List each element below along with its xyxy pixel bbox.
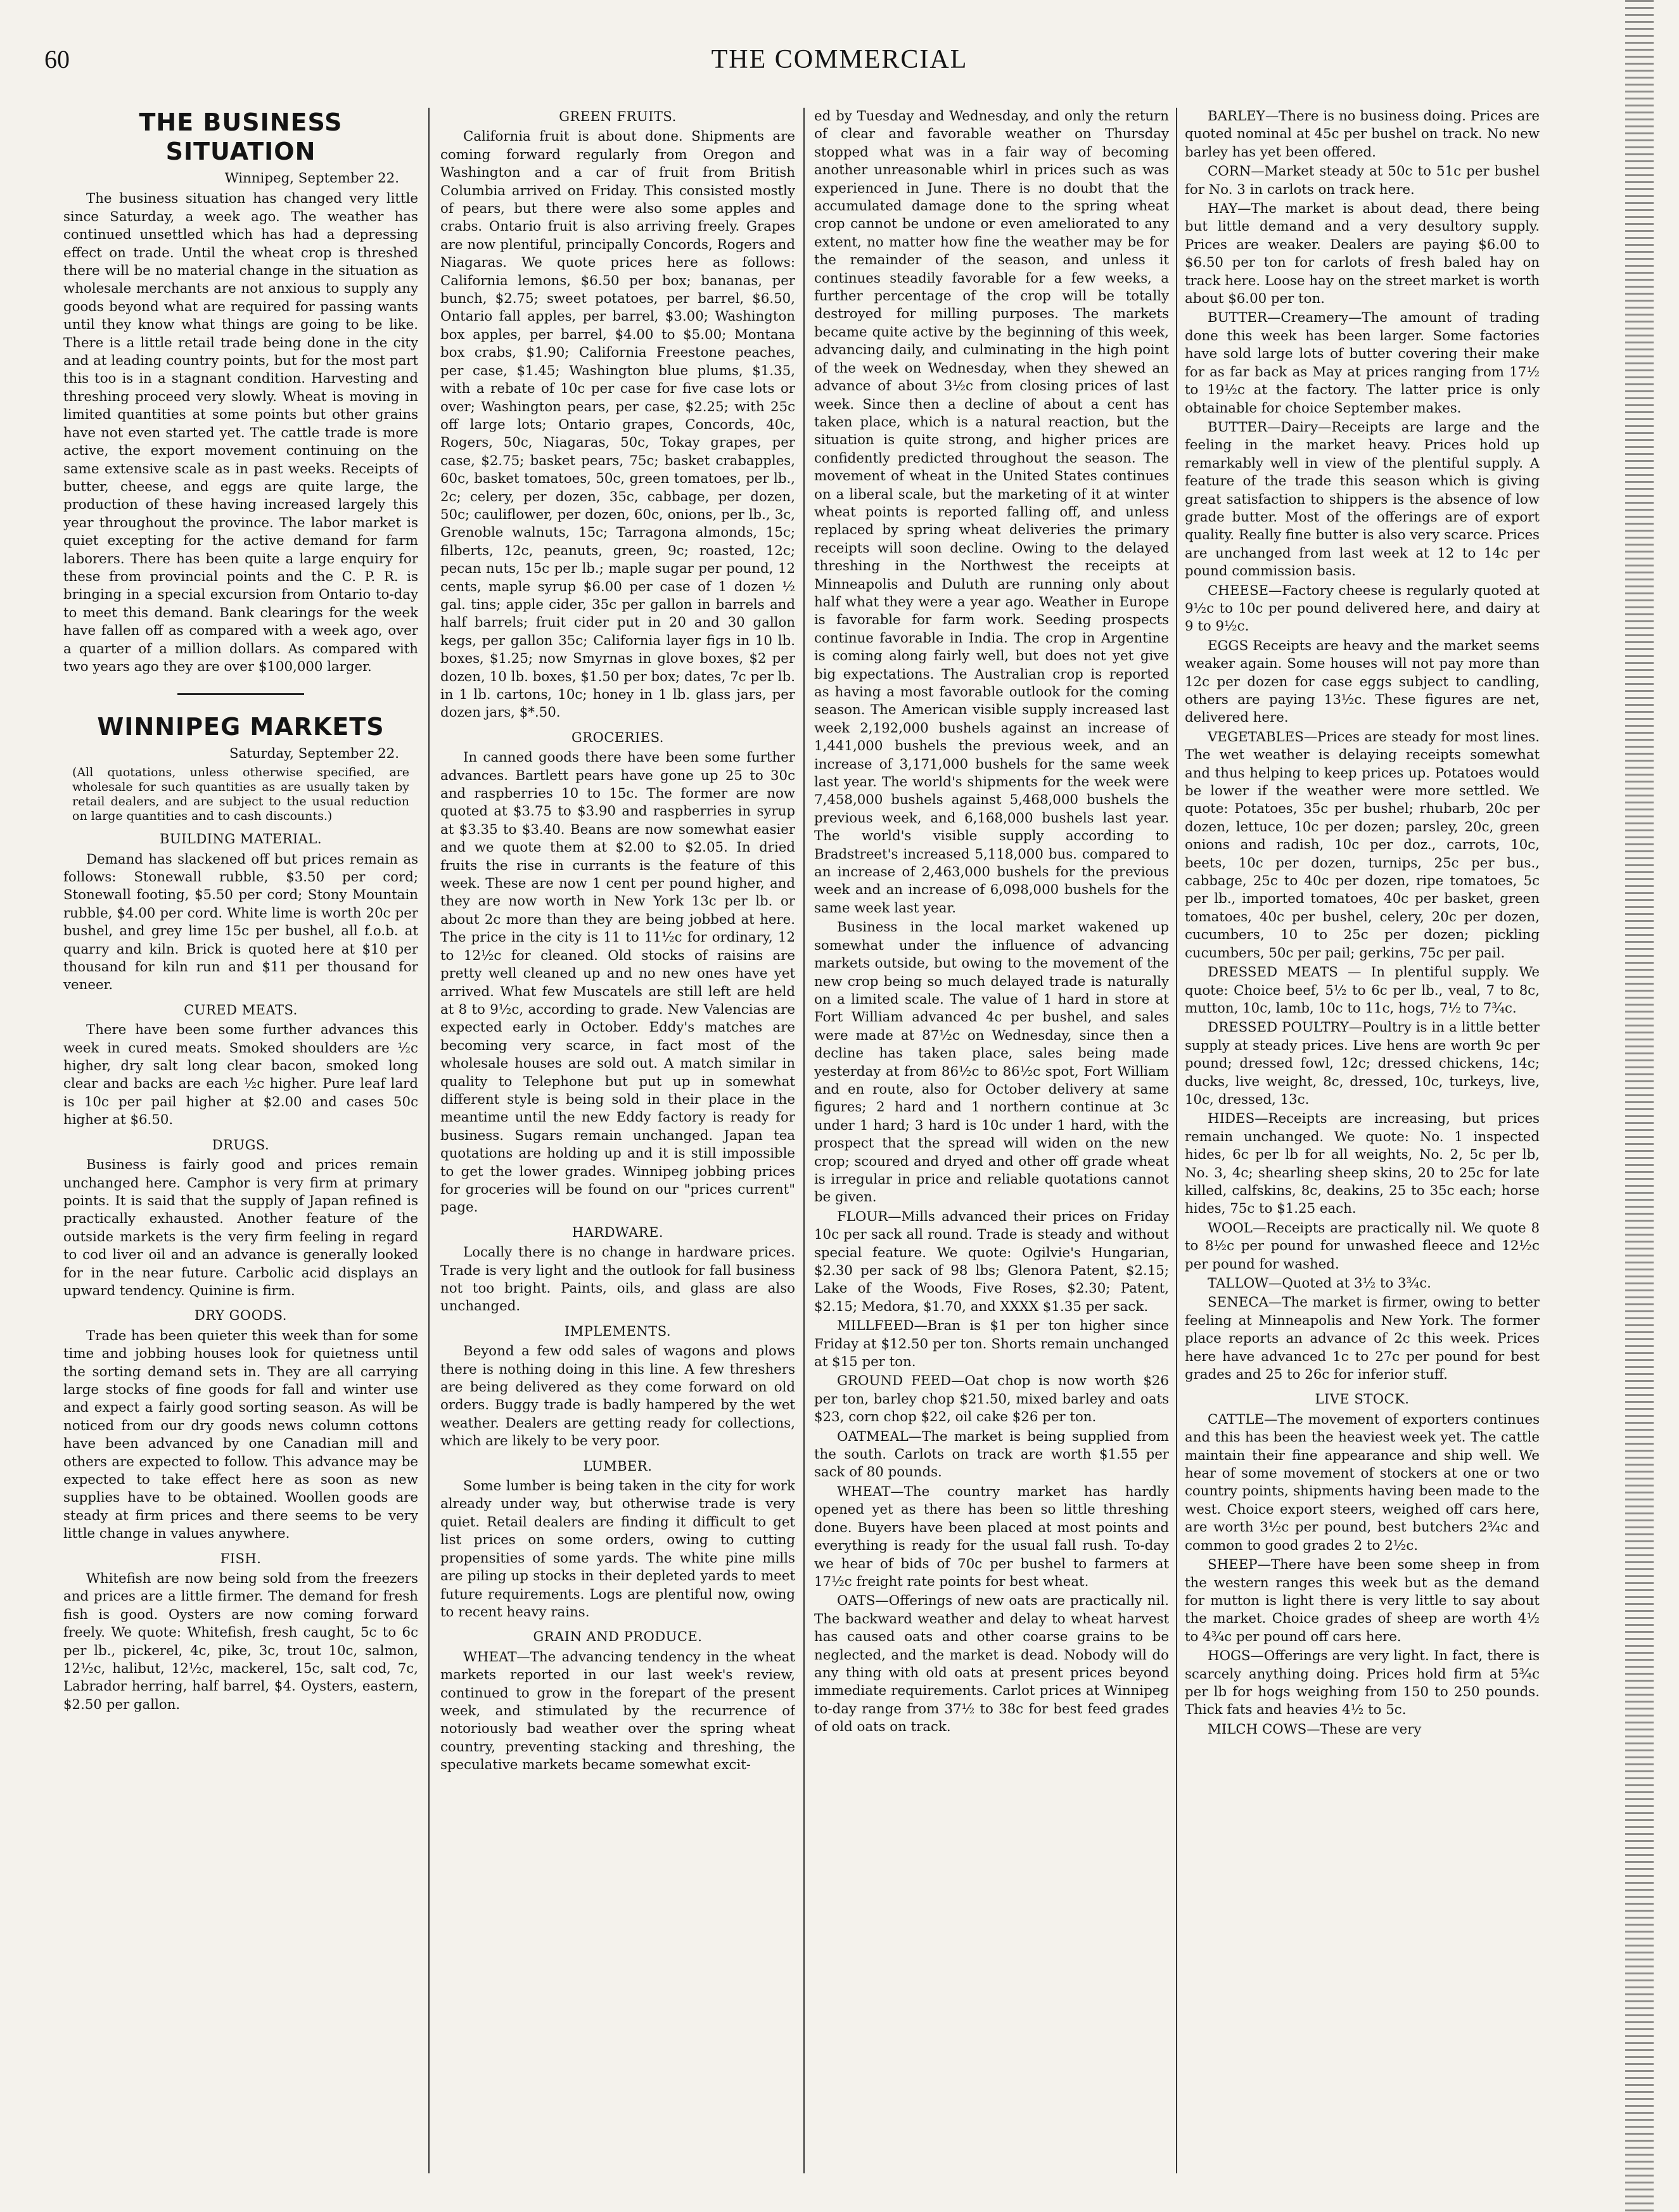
section-body: Whitefish are now being sold from the freezers and prices are a little firmer. The demand for fresh fish is good. Oysters are now coming forward freely. We quote: Whitefish, fresh caught, 5c to 6c per lb., pickerel, 4c, pike, 3c, trout 10c, salmon, 12½c, halibut, 12½c, mackerel, 15c, salt cod, 7c, Labrador herring, half barrel, $4. Oysters, eastern, $2.50 per gallon.	[63, 1571, 418, 1713]
market-paragraph: SENECA—The market is firmer, owing to better feeling at Minneapolis and New York. The former place reports an advance of 2c this week. Prices here have advanced 1c to 27c per pound for best grades and 25 to 26c for inferior stuff.	[1185, 1295, 1540, 1383]
column-4	[1185, 108, 1540, 2180]
market-paragraph: CHEESE—Factory cheese is regularly quoted at 9½c to 10c per pound delivered here, and dairy at 9 to 9½c.	[1185, 582, 1540, 635]
section-body: Beyond a few odd sales of wagons and plows there is nothing doing in this line. A few threshers are being delivered as they come forward on old orders. Buggy trade is badly hampered by the wet weather. Dealers are getting ready for collections, which are likely to be very poor.	[440, 1343, 795, 1450]
market-paragraph: DRESSED POULTRY—Poultry is in a little better supply at steady prices. Live hens are worth 9c per pound; dressed fowl, 12c; dressed chickens, 14c; ducks, live weight, 8c, dressed, 10c, turkeys, live, 10c, dressed, 13c.	[1185, 1020, 1540, 1108]
market-paragraph: CORN—Market steady at 50c to 51c per bushel for No. 3 in carlots on track here.	[1185, 163, 1540, 198]
section-body: California fruit is about done. Shipments are coming forward regularly from Oregon and Washington and a car of fruit from British Columbia arrived on Friday. This consisted mostly of pears, but there were also some apples and crabs. Ontario fruit is also arriving freely. Grapes are now plentiful, principally Concords, Rogers and Niagaras. We quote prices here as follows: California lemons, $6.50 per box; bananas, per bunch, $2.75; sweet potatoes, per barrel, $6.50, Ontario fall apples, per barrel, $3.00; Washington box apples, per barrel, $4.00 to $5.00; Montana box crabs, $1.90; California Freestone peaches, per case, $1.45; Washington blue plums, $1.35, with a rebate of 10c per case for five case lots or over; Washington pears, per case, $2.25; with 25c off large lots; Ontario grapes, Concords, 40c, Rogers, 50c, Niagaras, 50c, Tokay grapes, per case, $2.75; basket pears, 75c; basket crabapples, 60c, basket tomatoes, 50c, green tomatoes, per lb., 2c; celery, per dozen, 35c, cabbage, per dozen, 50c; cauliflower, per dozen, 60c, onions, per lb., 3c, Grenoble walnuts, 15c; Tarragona almonds, 15c; filberts, 12c, peanuts, green, 9c; roasted, 12c; pecan nuts, 15c per lb.; maple sugar per pound, 12 cents, maple syrup $6.00 per case of 1 dozen ½ gal. tins; apple cider, 35c per gallon in barrels and half barrels; fruit cider put in 20 and 30 gallon kegs, per gallon 35c; California layer figs in 10 lb. boxes, $1.25; now Smyrnas in glove boxes, $2 per dozen, 10 lb. boxes, $1.50 per box; dates, 7c per lb. in 1 lb. cartons, 10c; honey in 1 lb. glass jars, per dozen jars, $*.50.	[440, 129, 795, 721]
section-heading: GROCERIES.	[571, 729, 664, 745]
market-paragraph: SHEEP—There have been some sheep in from the western ranges this week but as the demand for mutton is light there is very little to say about the market. Choice grades of sheep are worth 4½ to 4¾c per pound off cars here.	[1185, 1557, 1540, 1645]
journal-title: THE COMMERCIAL	[711, 45, 968, 74]
ornament-divider	[63, 685, 418, 703]
column-3	[814, 108, 1169, 2180]
market-paragraph: VEGETABLES—Prices are steady for most lines. The wet weather is delaying receipts somewhat and thus helping to keep prices up. Potatoes would be lower if the weather were more settled. We quote: Potatoes, 35c per bushel; rhubarb, 20c per dozen, lettuce, 10c per dozen; parsley, 20c, green onions and radish, 10c per doz., carrots, 10c, beets, 10c per dozen, turnips, 25c per bus., cabbage, 25c to 40c per dozen, ripe tomatoes, 5c per lb., imported tomatoes, 40c per basket, green tomatoes, 40c per bushel, celery, 20c per dozen, cucumbers, 10 to 25c per dozen; pickling cucumbers, 50c per pail; gerkins, 75c per pail.	[1185, 729, 1540, 961]
column-rule	[803, 108, 805, 2173]
column-rule	[1176, 108, 1177, 2173]
market-paragraph: CATTLE—The movement of exporters continues and this has been the heaviest week yet. The cattle maintain their fine appearance and ship well. We hear of some movement of stockers at one or two country points, shipments having been made to the west. Choice export steers, weighed off cars here, are worth 3½c per pound, best butchers 2¾c and common to good grades 2 to 2½c.	[1185, 1411, 1540, 1554]
market-paragraph: HAY—The market is about dead, there being but little demand and a very desultory supply. Prices are weaker. Dealers are paying $6.00 to $6.50 per ton for carlots of fresh baled hay on track here. Loose hay on the street market is worth about $6.00 per ton.	[1185, 201, 1540, 307]
article-body: The business situation has changed very little since Saturday, a week ago. The weather has continued unsettled which has had a depressing effect on trade. Until the wheat crop is threshed there will be no material change in the situation as wholesale merchants are not anxious to supply any goods beyond what are required for passing wants until they know what things are going to be like. There is a little retail trade being done in the city and at leading country points, but for the most part this too is in a stagnant condition. Harvesting and threshing proceed very slowly. Wheat is moving in limited quantities at some points but other grains have not even started yet. The cattle trade is more active, the export movement continuing on the same extensive scale as in past weeks. Receipts of butter, cheese, and eggs are quite large, the production of these having increased largely this year throughout the province. The labor market is quiet excepting for the active demand for farm laborers. There has been quite a large enquiry for these from provincial points and the C. P. R. is bringing in a special excursion from Ontario to-day to meet this demand. Bank clearings for the week have fallen off as compared with a week ago, over a quarter of a million dollars. As compared with two years ago they are over $100,000 larger.	[63, 191, 418, 675]
section-body: Business is fairly good and prices remain unchanged here. Camphor is very firm at primary points. It is said that the supply of Japan refined is practically exhausted. Another feature of the outside markets is the very firm feeling in regard to cod liver oil and an advance is generally looked for in the near future. Carbolic acid displays an upward tendency. Quinine is firm.	[63, 1157, 418, 1299]
market-paragraph: HOGS—Offerings are very light. In fact, there is scarcely anything doing. Prices hold firm at 5¾c per lb for hogs weighing from 150 to 250 pounds. Thick fats and heavies 4½ to 5c.	[1185, 1648, 1540, 1718]
section-body: WHEAT—The advancing tendency in the wheat markets reported in our last week's review, continued to grow in the forepart of the present week, and stimulated by the recurrence of notoriously bad weather over the spring wheat country, preventing stacking and threshing, the speculative markets became somewhat excit-	[440, 1649, 795, 1774]
section-body: Trade has been quieter this week than for some time and jobbing houses look for quietness until the sorting demand sets in. They are all carrying large stocks of fine goods for fall and winter use and expect a fairly good sorting season. As will be noticed from our dry goods news column cottons have been advanced by one Canadian mill and others are expected to follow. This advance may be expected to take effect here as soon as new supplies have to be obtained. Woollen goods are steady at firm prices and there seems to be very little change in values anywhere.	[63, 1327, 418, 1542]
section-body: Some lumber is being taken in the city for work already under way, but otherwise trade is very quiet. Retail dealers are finding it difficult to get list prices on some orders, owing to cutting propensities of some yards. The white pine mills are piling up stocks in their depleted yards to meet future requirements. Logs are plentiful now, owing to recent heavy rains.	[440, 1478, 795, 1620]
section-heading: LUMBER.	[583, 1458, 653, 1474]
section-heading: DRY GOODS.	[195, 1308, 287, 1324]
section-heading: FISH.	[220, 1550, 262, 1566]
market-paragraph: BUTTER—Creamery—The amount of trading done this week has been larger. Some factories have sold large lots of butter covering their make for as far back as May at prices ranging from 17½ to 19½c at the factory. The latter price is only obtainable for choice September makes.	[1185, 310, 1540, 416]
market-paragraph: EGGS Receipts are heavy and the market seems weaker again. Some houses will not pay more than 12c per dozen for case eggs subject to candling, others are paying 13½c. These figures are net, delivered here.	[1185, 637, 1540, 726]
market-paragraph: DRESSED MEATS — In plentiful supply. We quote: Choice beef, 5½ to 6c per lb., veal, 7 to 8c, mutton, 10c, lamb, 10c to 11c, hogs, 7½ to 7¾c.	[1185, 964, 1540, 1016]
dateline: Saturday, September 22.	[229, 745, 399, 762]
column-rule	[428, 108, 430, 2173]
column-1	[63, 108, 418, 2180]
section-body: ed by Tuesday and Wednesday, and only the return of clear and favorable weather on Thursday stopped what was in a fair way of becoming another unreasonable whirl in prices such as was experienced in June. There is no doubt that the accumulated damage done to the spring wheat crop cannot be undone or even ameliorated to any extent, no matter how fine the weather may be for the remainder of the season, and unless it continues steadily favorable for a few weeks, a further percentage of the crop will be totally destroyed for milling purposes. The markets became quite active by the beginning of this week, advancing daily, and culminating in the high point of the week on Wednesday, when they shewed an advance of about 3½c from closing prices of last week. Since then a decline of about a cent has taken place, which is a natural reaction, but the situation is quite strong, and higher prices are confidently predicted throughout the season. The movement of wheat in the United States continues on a liberal scale, but the marketing of it at winter wheat points is reported falling off, and unless replaced by spring wheat deliveries the primary receipts will soon decline. Owing to the delayed threshing in the Northwest the receipts at Minneapolis and Duluth are running only about half what they were a year ago. Weather in Europe is favorable for farm work. Seeding prospects continue favorable in India. The crop in Argentine is coming along fairly well, but does not yet give big expectations. The Australian crop is reported as having a most favorable outlook for the coming season. The American visible supply increased last week 2,192,000 bushels against an increase of 1,441,000 bushels the previous week, and an increase of 3,171,000 bushels for the same week last year. The world's shipments for the week were 7,458,000 bushels against 5,468,000 bushels the previous week, and 6,168,000 bushels last year. The world's visible supply according to Bradstreet's increased 5,118,000 bus. compared to an increase of 2,463,000 bushels for the previous week and an increase of 6,098,000 bushels for the same week last year.	[814, 108, 1169, 916]
market-paragraph: FLOUR—Mills advanced their prices on Friday 10c per sack all round. Trade is steady and without special feature. We quote: Ogilvie's Hungarian, $2.30 per sack of 98 lbs; Glenora Patent, $2.15; Lake of the Woods, Five Roses, $2.30; Patent, $2.15; Medora, $1.70, and XXXX $1.35 per sack.	[814, 1208, 1169, 1315]
section-heading: GREEN FRUITS.	[559, 109, 677, 124]
market-paragraph: HIDES—Receipts are increasing, but prices remain unchanged. We quote: No. 1 inspected hides, 6c per lb for all weights, No. 2, 5c per lb, No. 3, 4c; shearling sheep skins, 20 to 25c for late killed, calfskins, 8c, deakins, 25 to 35c each; horse hides, 75c to $1.25 each.	[1185, 1111, 1540, 1217]
page-number: 60	[44, 45, 70, 74]
section-heading: IMPLEMENTS.	[564, 1323, 672, 1339]
market-paragraph: TALLOW—Quoted at 3½ to 3¾c.	[1208, 1275, 1431, 1291]
section-body: In canned goods there have been some further advances. Bartlett pears have gone up 25 to 30c and raspberries 10 to 15c. The former are now quoted at $3.75 to $3.90 and raspberries in syrup at $3.35 to $3.40. Beans are now somewhat easier and we quote them at $2.00 to $2.05. In dried fruits the rise in currants is the feature of this week. These are now 1 cent per pound higher, and they are now worth in New York 13c per lb. or about 2c more than they are being jobbed at here. The price in the city is 11 to 11½c for ordinary, 12 to 12½c for cleaned. Old stocks of raisins are pretty well cleaned up and no new ones have yet arrived. What few Muscatels are still left are held at 8 to 9½c, according to grade. New Valencias are expected early in October. Eddy's matches are becoming very scarce, in fact most of the wholesale houses are sold out. A match similar in quality to Telephone but put up in somewhat different style is being sold in their place in the meantime until the new Eddy factory is ready for business. Sugars remain unchanged. Japan tea quotations are holding up and it is still impossible to get the lower grades. Winnipeg jobbing prices for groceries will be found on our "prices current" page.	[440, 750, 795, 1216]
section-heading: CURED MEATS.	[184, 1002, 298, 1018]
section-heading: HARDWARE.	[571, 1224, 664, 1240]
market-paragraph: MILCH COWS—These are very	[1208, 1721, 1422, 1737]
section-heading: GRAIN AND PRODUCE.	[533, 1629, 703, 1645]
market-paragraph: WOOL—Receipts are practically nil. We quote 8 to 8½c per pound for unwashed fleece and 12½c per pound for washed.	[1185, 1220, 1540, 1272]
section-heading: LIVE STOCK.	[1315, 1391, 1410, 1407]
market-paragraph: OATS—Offerings of new oats are practically nil. The backward weather and delay to wheat harvest has caused oats and other coarse grains to be neglected, and the market is dead. Nobody will do any thing with old oats at present prices beyond immediate requirements. Carlot prices at Winnipeg to-day range from 37½ to 38c for best feed grades of old oats on track.	[814, 1593, 1169, 1736]
market-paragraph: GROUND FEED—Oat chop is now worth $26 per ton, barley chop $21.50, mixed barley and oats $23, corn chop $22, oil cake $26 per ton.	[814, 1373, 1169, 1426]
section-body: Business in the local market wakened up somewhat under the influence of advancing markets outside, but owing to the movement of the new crop being so much delayed trade is naturally on a limited scale. The value of 1 hard in store at Fort William advanced 4c per bushel, and sales were made at 87½c on Wednesday, since then a decline has taken place, sales being made yesterday at from 86½c to 86½c spot, Fort William and en route, also for October delivery at same figures; 2 hard and 1 northern continue at 3c under 1 hard; 3 hard is 10c under 1 hard, with the prospect that the spread will widen on the new crop; scoured and dryed and other off grade wheat is irregular in price and reliable quotations cannot be given.	[814, 919, 1169, 1206]
section-heading: DRUGS.	[212, 1137, 270, 1153]
section-body: Locally there is no change in hardware prices. Trade is very light and the outlook for fall business not too bright. Paints, oils, and glass are also unchanged.	[440, 1244, 795, 1315]
section-heading: BUILDING MATERIAL.	[159, 831, 322, 847]
section-body: Demand has slackened off but prices remain as follows: Stonewall rubble, $3.50 per cord; Stonewall footing, $5.50 per cord; Stony Mountain rubble, $4.00 per cord. White lime is worth 20c per bushel, and grey lime 15c per bushel, all f.o.b. at quarry and kiln. Brick is quoted here at $10 per thousand for kiln run and $11 per thousand for veneer.	[63, 851, 418, 994]
market-paragraph: BARLEY—There is no business doing. Prices are quoted nominal at 45c per bushel on track. No new barley has yet been offered.	[1185, 108, 1540, 160]
page-edge	[1625, 0, 1654, 2212]
market-paragraph: OATMEAL—The market is being supplied from the south. Carlots on track are worth $1.55 per sack of 80 pounds.	[814, 1428, 1169, 1481]
article-title-business-situation: THE BUSINESS SITUATION	[139, 108, 343, 165]
dateline: Winnipeg, September 22.	[224, 170, 399, 186]
section-body: There have been some further advances this week in cured meats. Smoked shoulders are ½c higher, dry salt long clear bacon, smoked long clear and backs are each ½c higher. Pure leaf lard is 10c per pail higher at $2.00 and cases 50c higher at $6.50.	[63, 1022, 418, 1128]
market-paragraph: WHEAT—The country market has hardly opened yet as there has been so little threshing done. Buyers have been placed at most points and everything is ready for the usual fall rush. To-day we hear of bids of 70c per bushel to farmers at 17½c freight rate points for best wheat.	[814, 1483, 1169, 1590]
quotations-note: (All quotations, unless otherwise specified, are wholesale for such quantities as are usually taken by retail dealers, and are subject to the usual reduction on large quantities and to cash discounts.)	[72, 765, 409, 824]
column-2	[440, 108, 795, 2180]
article-title-winnipeg-markets: WINNIPEG MARKETS	[97, 712, 385, 741]
market-paragraph: MILLFEED—Bran is $1 per ton higher since Friday at $12.50 per ton. Shorts remain unchanged at $15 per ton.	[814, 1318, 1169, 1371]
market-paragraph: BUTTER—Dairy—Receipts are large and the feeling in the market heavy. Prices hold up remarkably well in view of the plentiful supply. A feature of the trade this season which is giving great satisfaction to shippers is the absence of low grade butter. Most of the offerings are of export quality. Really fine butter is also very scarce. Prices are unchanged from last week at 12 to 14c per pound commission basis.	[1185, 419, 1540, 580]
